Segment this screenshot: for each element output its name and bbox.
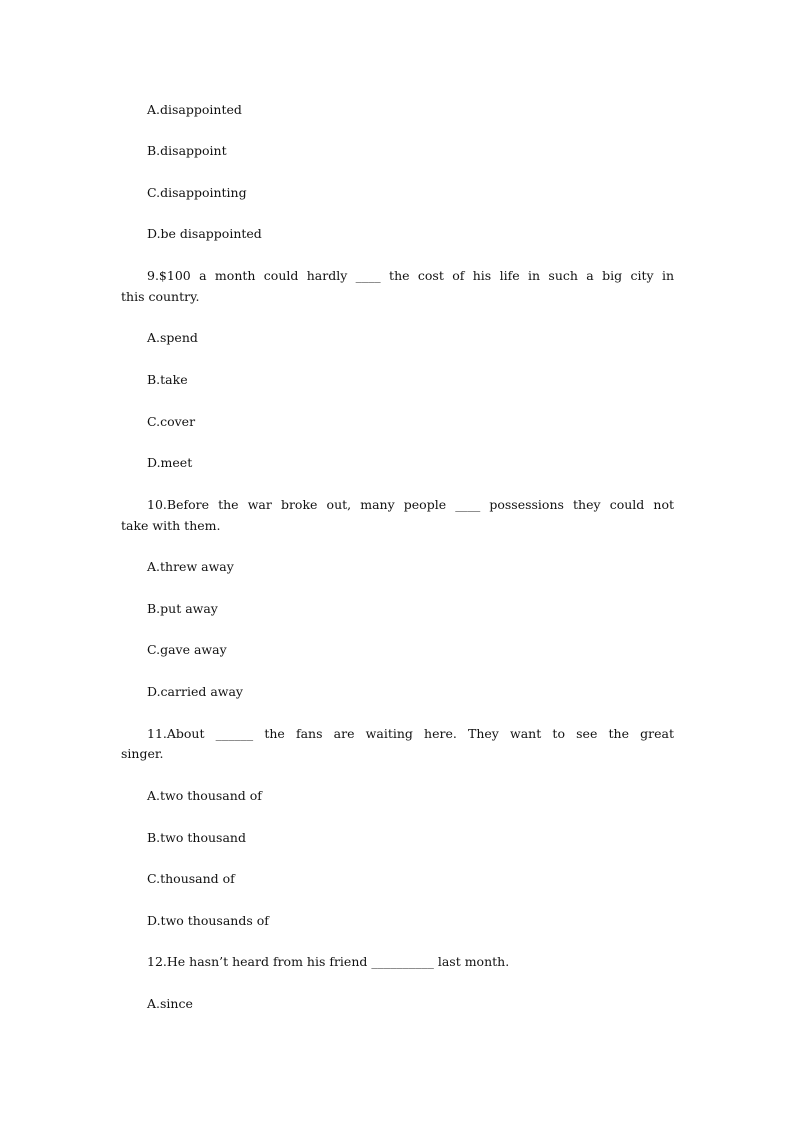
q9-option-c: C.cover [147, 414, 196, 429]
q11-option-b: B.two thousand [147, 830, 246, 845]
q10-option-c: C.gave away [147, 642, 227, 657]
q10-option-d: D.carried away [147, 684, 243, 699]
q10-stem-line2: take with them. [121, 518, 221, 533]
q8-option-b: B.disappoint [147, 143, 227, 158]
q9-option-d: D.meet [147, 455, 193, 470]
q9-stem-line1: 9.$100 a month could hardly ____ the cost of his life in such a big city in [147, 268, 674, 283]
q10-stem-line1: 10.Before the war broke out, many people ____ possessions they could not [147, 497, 674, 512]
q8-option-c: C.disappointing [147, 185, 247, 200]
q11-option-c: C.thousand of [147, 871, 235, 886]
q10-option-b: B.put away [147, 601, 218, 616]
q10-option-a: A.threw away [147, 559, 234, 574]
q8-option-a: A.disappointed [147, 102, 242, 117]
q12-stem: 12.He hasn’t heard from his friend __________ last month. [147, 954, 510, 969]
q11-stem-line1: 11.About ______ the fans are waiting here. They want to see the great [147, 726, 674, 741]
q9-stem-line2: this country. [121, 289, 200, 304]
q9-option-b: B.take [147, 372, 188, 387]
q12-option-a: A.since [147, 996, 193, 1011]
q11-stem-line2: singer. [121, 746, 164, 761]
q11-option-a: A.two thousand of [147, 788, 262, 803]
q11-option-d: D.two thousands of [147, 913, 269, 928]
q9-option-a: A.spend [147, 330, 198, 345]
q8-option-d: D.be disappointed [147, 226, 262, 241]
